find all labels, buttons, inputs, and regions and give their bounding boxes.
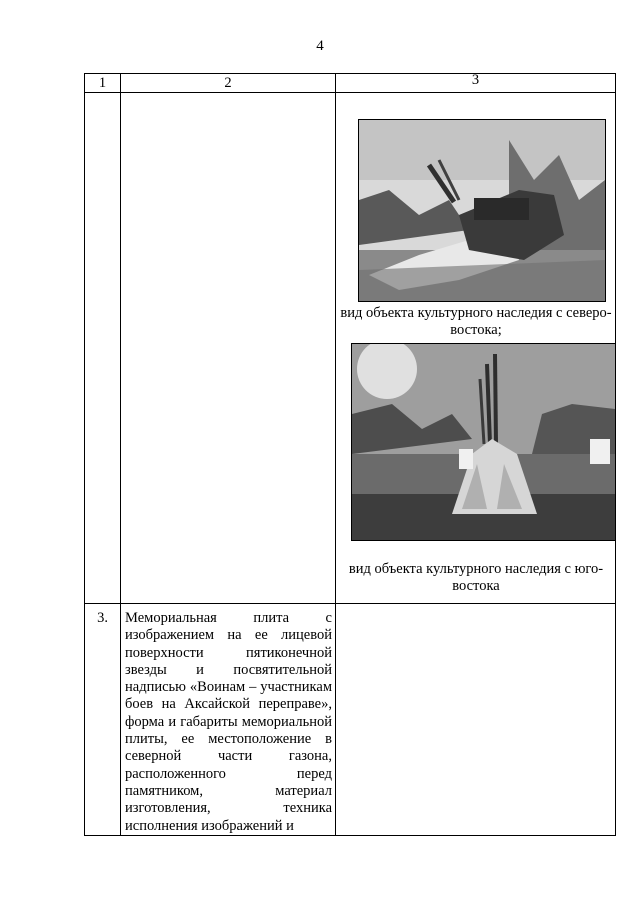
empty-number-cell bbox=[85, 93, 121, 604]
photo-caption-southeast: вид объекта культурного наследия с юго-востока bbox=[348, 561, 604, 594]
empty-photo-cell bbox=[336, 604, 616, 836]
item-description: Мемориальная плита с изображением на ее лицевой поверхности пятиконечной звезды и посвятительной надписью «Воинам – участникам боев на Аксайской переправе», форма и габариты мемориальной плиты, ее местоположение в северной части газона, расположенного перед памятником, материал изготовления, техника исполнения изображений и bbox=[121, 604, 336, 836]
column-header-3: 3 bbox=[336, 74, 616, 93]
monument-photo-northeast bbox=[358, 119, 606, 302]
document-table bbox=[84, 73, 616, 836]
table-header-row bbox=[85, 74, 616, 93]
table-row bbox=[85, 93, 616, 604]
photo-caption-northeast: вид объекта культурного наследия с северо-востока; bbox=[340, 305, 612, 338]
empty-description-cell bbox=[121, 93, 336, 604]
monument-photo-southeast bbox=[351, 343, 616, 541]
column-header-2: 2 bbox=[121, 74, 336, 93]
photos-cell bbox=[336, 93, 616, 604]
table-row bbox=[85, 604, 616, 836]
column-header-1: 1 bbox=[85, 74, 121, 93]
page-number: 4 bbox=[316, 38, 324, 54]
item-number: 3. bbox=[85, 604, 121, 836]
